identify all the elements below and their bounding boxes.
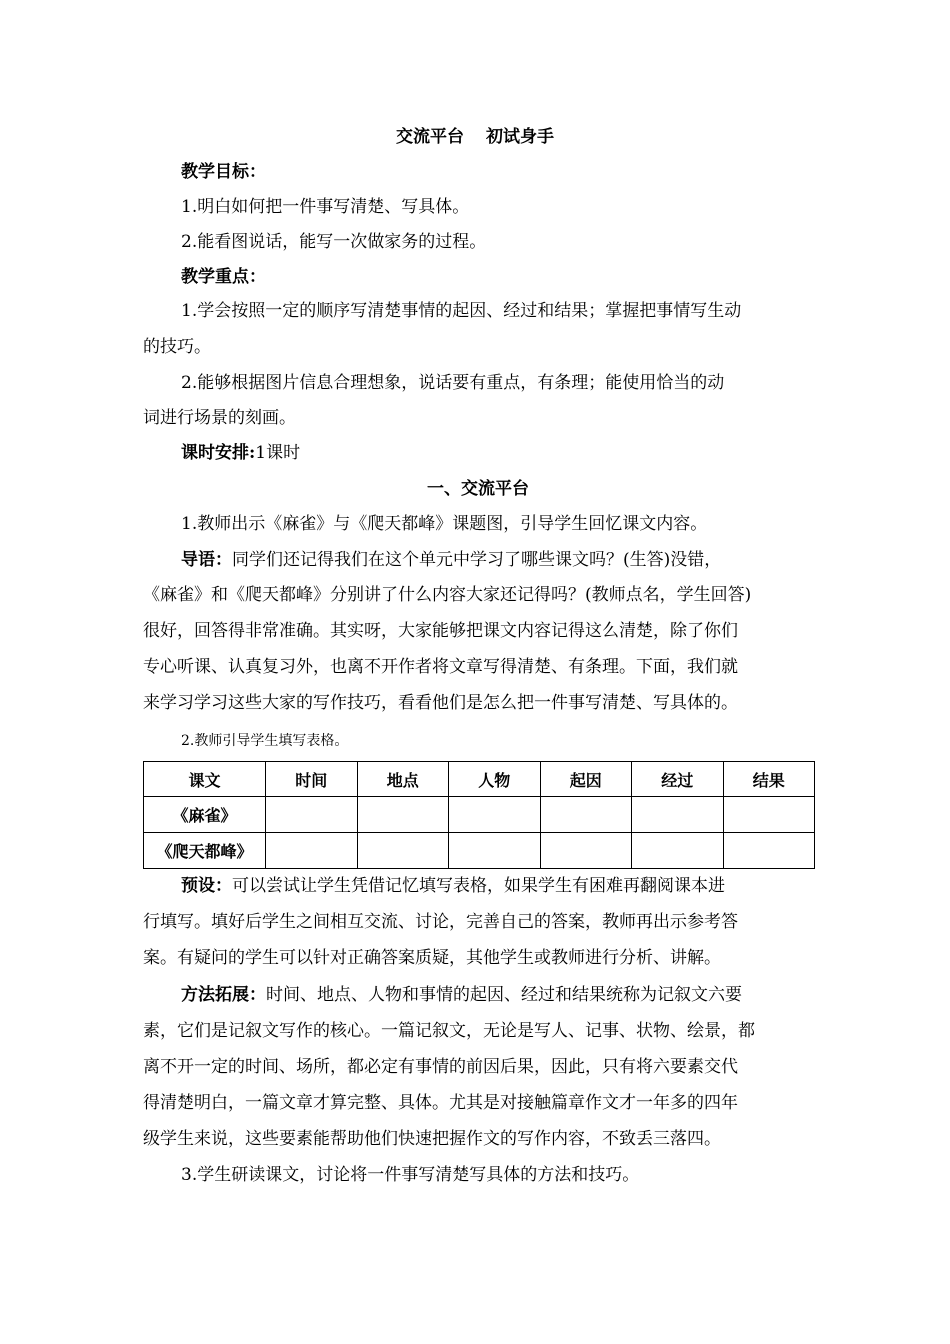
step-2: 2.教师引导学生填写表格。 [181,733,349,749]
table-header: 地点 [357,762,449,797]
goals-heading: 教学目标： [181,162,266,182]
method-line-5: 级学生来说，这些要素能帮助他们快速把握作文的写作内容，不致丢三落四。 [143,1129,721,1149]
goal-item-1: 1.明白如何把一件事写清楚、写具体。 [181,197,470,217]
table-cell [723,797,815,833]
method-line-3: 离不开一定的时间、场所，都必定有事情的前因后果，因此，只有将六要素交代 [143,1057,738,1077]
preset-line-3: 案。有疑问的学生可以针对正确答案质疑，其他学生或教师进行分析、讲解。 [143,948,721,968]
table-header: 经过 [632,762,724,797]
table-row-label: 《麻雀》 [144,797,266,833]
section-heading: 一、交流平台 [427,479,529,499]
intro-line-5: 来学习学习这些大家的写作技巧，看看他们是怎么把一件事写清楚、写具体的。 [143,693,738,713]
table-header: 结果 [723,762,815,797]
table-row-label: 《爬天都峰》 [144,833,266,869]
schedule-value: 1课时 [255,443,301,463]
table-cell [357,833,449,869]
preset-label: 预设： [181,876,232,896]
schedule-label: 课时安排: [181,443,256,463]
table-cell [632,797,724,833]
intro-line-3: 很好，回答得非常准确。其实呀，大家能够把课文内容记得这么清楚，除了你们 [143,621,738,641]
keypoint-2-line-2: 词进行场景的刻画。 [143,408,296,428]
step-1: 1.教师出示《麻雀》与《爬天都峰》课题图，引导学生回忆课文内容。 [181,514,708,534]
table-cell [540,797,632,833]
preset-text-1: 可以尝试让学生凭借记忆填写表格，如果学生有困难再翻阅课本进 [232,876,725,896]
page-title [0,125,950,149]
lesson-table [143,761,815,869]
table-header: 人物 [449,762,541,797]
schedule [143,441,851,465]
keypoint-1-line-1: 1.学会按照一定的顺序写清楚事情的起因、经过和结果；掌握把事情写生动 [181,301,742,321]
table-row [144,833,815,869]
title-part-1: 交流平台 [396,127,464,147]
step-3: 3.学生研读课文，讨论将一件事写清楚写具体的方法和技巧。 [181,1165,640,1185]
method-line-4: 得清楚明白，一篇文章才算完整、具体。尤其是对接触篇章作文才一年多的四年 [143,1093,738,1113]
method-label: 方法拓展： [181,985,266,1005]
intro-text-1: 同学们还记得我们在这个单元中学习了哪些课文吗？(生答)没错， [232,550,722,570]
table-cell [266,797,358,833]
intro-line-4: 专心听课、认真复习外，也离不开作者将文章写得清楚、有条理。下面，我们就 [143,657,738,677]
table-cell [449,833,541,869]
keypoints-heading: 教学重点： [181,267,266,287]
table-header: 课文 [144,762,266,797]
method-line-2: 素，它们是记叙文写作的核心。一篇记叙文，无论是写人、记事、状物、绘景，都 [143,1021,755,1041]
table-cell [540,833,632,869]
table-row [144,797,815,833]
intro-label: 导语： [181,550,232,570]
table-cell [723,833,815,869]
preset-line-2: 行填写。填好后学生之间相互交流、讨论，完善自己的答案，教师再出示参考答 [143,912,738,932]
title-part-2: 初试身手 [486,127,554,147]
method-text-1: 时间、地点、人物和事情的起因、经过和结果统称为记叙文六要 [266,985,742,1005]
table-header: 时间 [266,762,358,797]
goal-item-2: 2.能看图说话，能写一次做家务的过程。 [181,232,487,252]
table-header-row [144,762,815,797]
intro-line-2: 《麻雀》和《爬天都峰》分别讲了什么内容大家还记得吗？(教师点名，学生回答) [143,585,752,605]
table-cell [449,797,541,833]
preset-line-1 [143,874,851,898]
keypoint-1-line-2: 的技巧。 [143,337,211,357]
intro-line-1 [143,548,851,572]
table-cell [357,797,449,833]
table-cell [266,833,358,869]
method-line-1 [143,983,851,1007]
table-header: 起因 [540,762,632,797]
keypoint-2-line-1: 2.能够根据图片信息合理想象，说话要有重点，有条理；能使用恰当的动 [181,373,725,393]
table-cell [632,833,724,869]
